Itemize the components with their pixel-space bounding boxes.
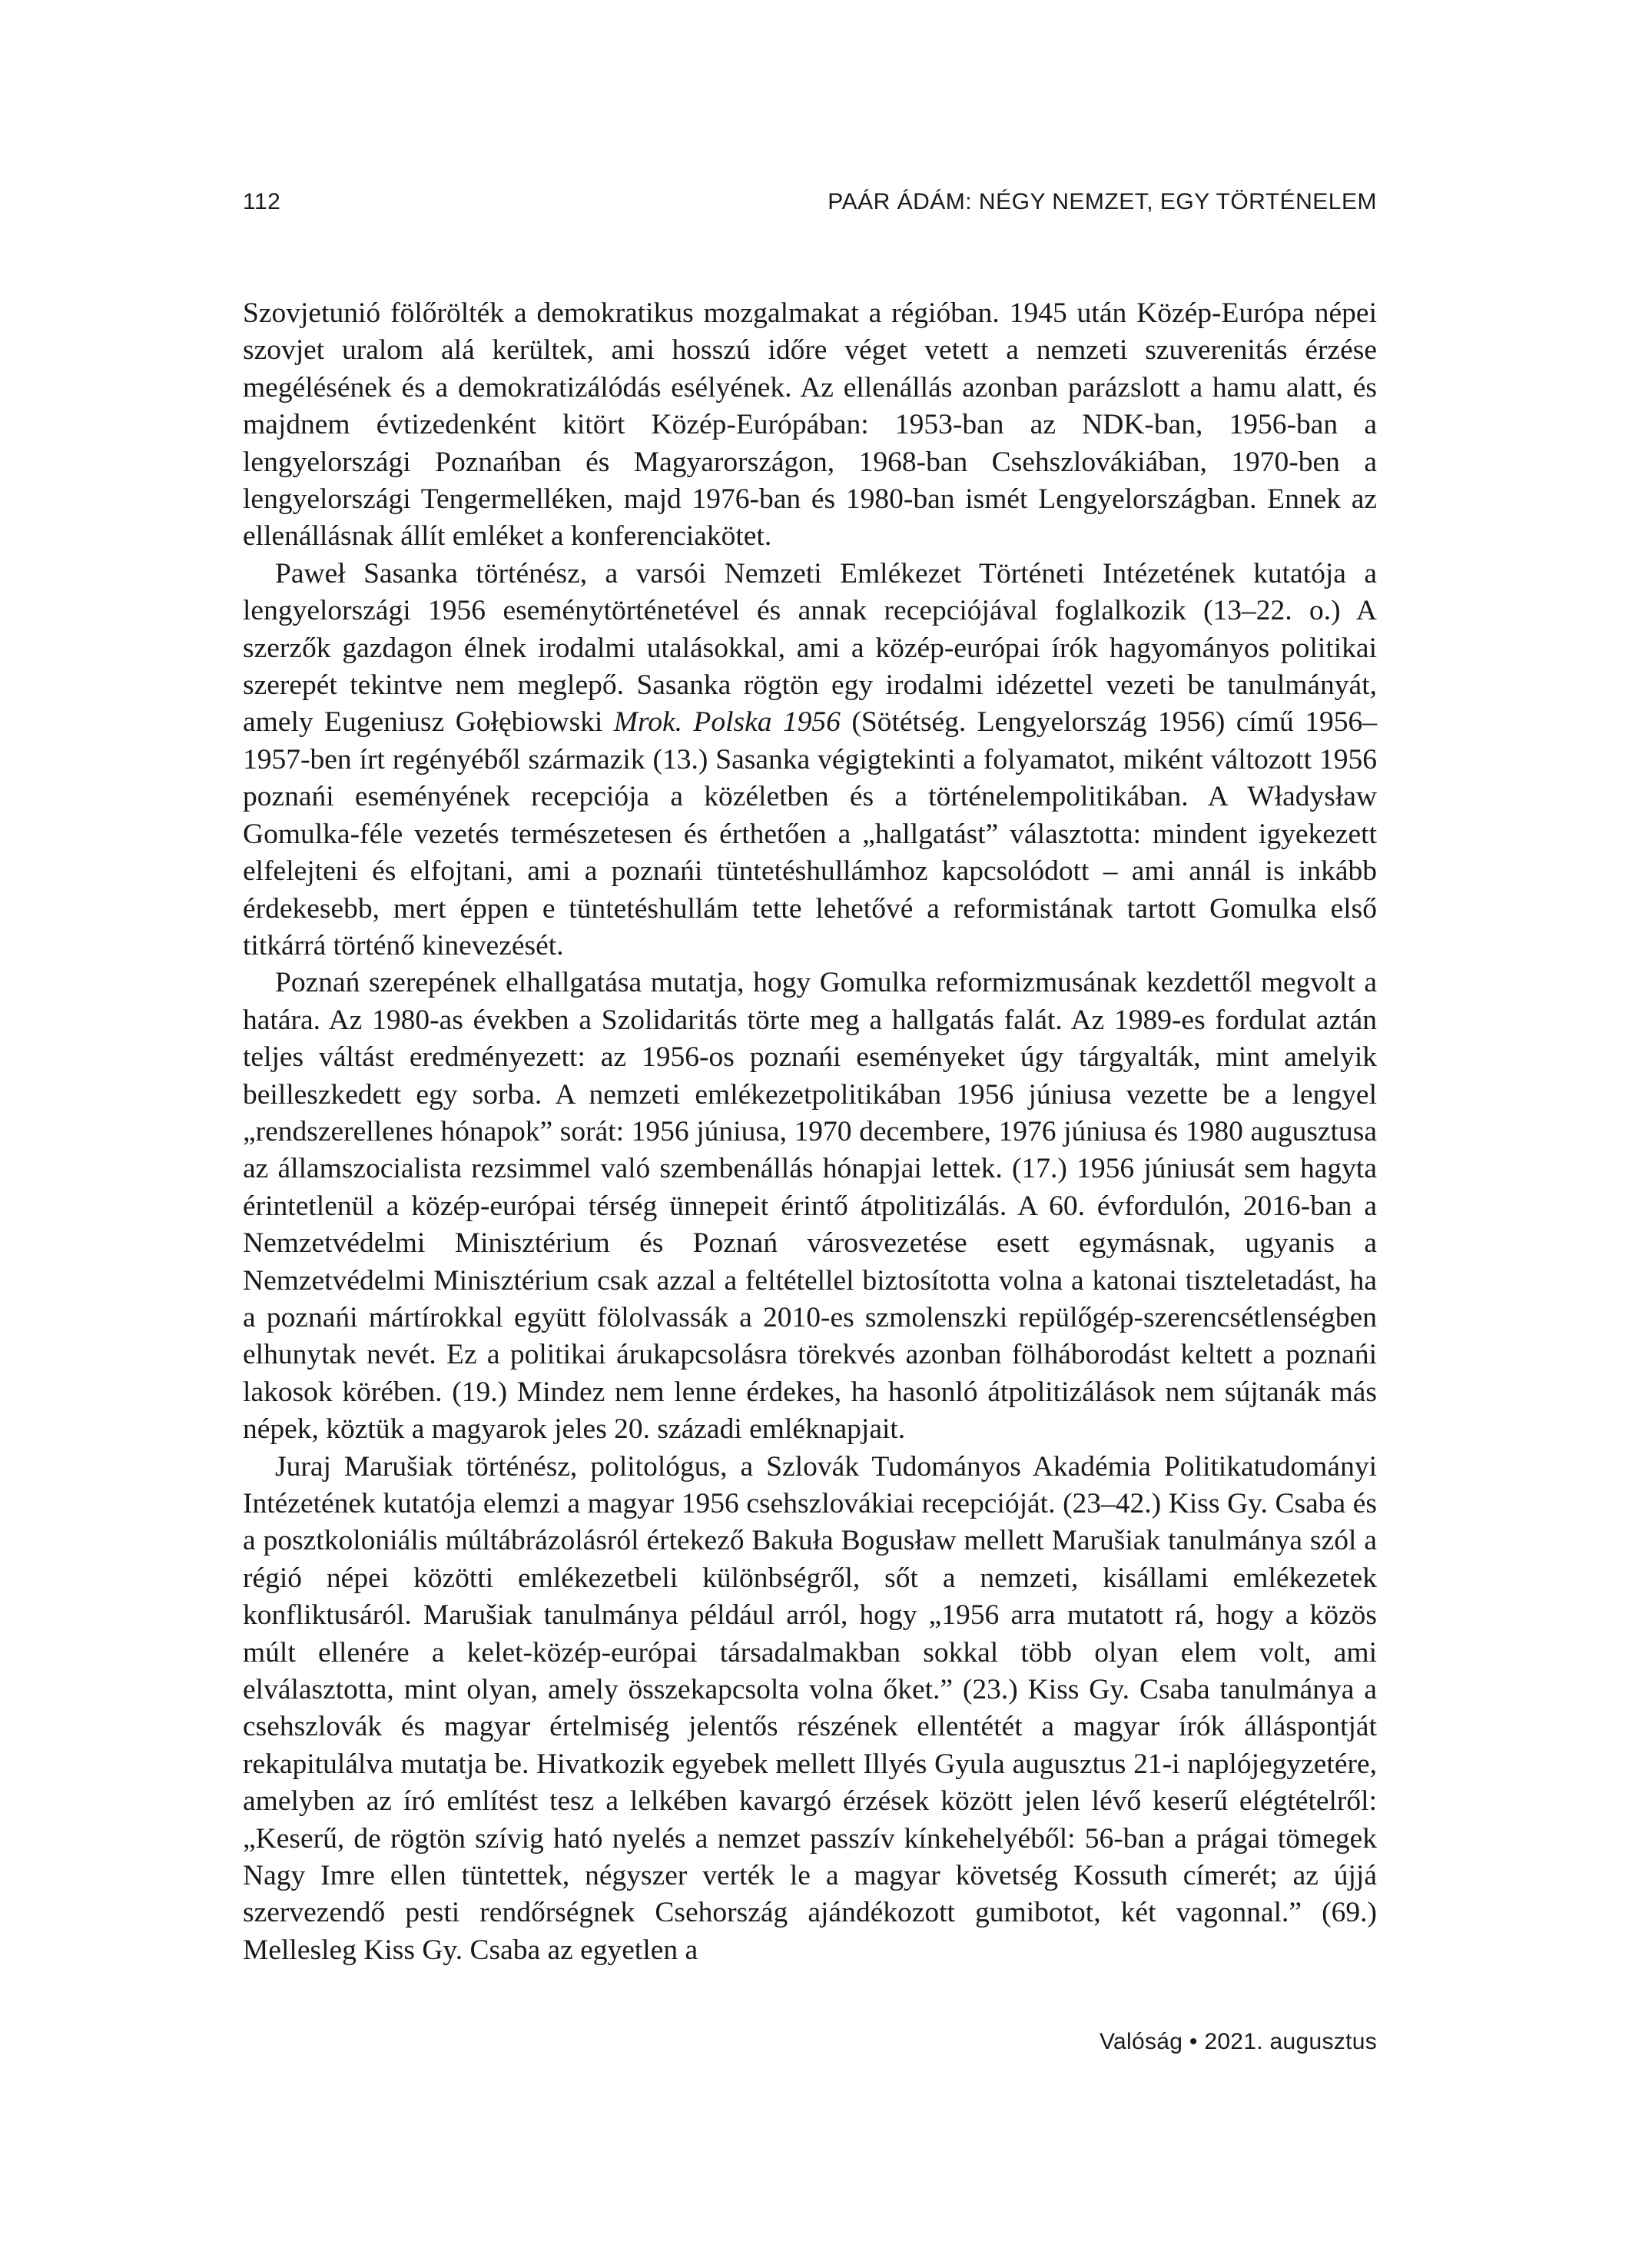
paragraph-text: Szovjetunió fölőrölték a demokratikus mozgalmakat a régióban. 1945 után Közép-Európa népei szovjet uralom alá kerültek, ami hosszú időre véget vetett a nemzeti szuverenitás érzése megélésének és a demokratizálódás esélyének. Az ellenállás azonban parázslott a hamu alatt, és majdnem évtizedenként kitört Közép-Európában: 1953-ban az NDK-ban, 1956-ban a lengyelországi Poznańban és Magyarországon, 1968-ban Csehszlovákiában, 1970-ben a lengyelországi Tengermelléken, majd 1976-ban és 1980-ban ismét Lengyelországban. Ennek az ellenállásnak állít emléket a konferenciakötet.: [243, 297, 1377, 553]
article-body: [243, 295, 1377, 1969]
running-title: PAÁR ÁDÁM: NÉGY NEMZET, EGY TÖRTÉNELEM: [828, 189, 1377, 214]
page-header: [243, 189, 1377, 220]
paragraph-text: Juraj Marušiak történész, politológus, a Szlovák Tudományos Akadémia Politikatudományi Intézetének kutatója elemzi a magyar 1956 csehszlovákiai recepcióját. (23–42.) Kiss Gy. Csaba és a posztkoloniális múltábrázolásról értekező Bakuła Bogusław mellett Marušiak tanulmánya szól a régió népei közötti emlékezetbeli különbségről, sőt a nemzeti, kisállami emlékezetek konfliktusáról. Marušiak tanulmánya például arról, hogy „1956 arra mutatott rá, hogy a közös múlt ellenére a kelet-közép-európai társadalmakban sokkal több olyan elem volt, ami elválasztotta, mint olyan, amely összekapcsolta volna őket.” (23.) Kiss Gy. Csaba tanulmánya a csehszlovák és magyar értelmiség jelentős részének ellentétét a magyar írók álláspontját rekapitulálva mutatja be. Hivatkozik egyebek mellett Illyés Gyula augusztus 21-i naplójegyzetére, amelyben az író említést tesz a lelkében kavargó érzések között jelen lévő keserű elégtételről: „Keserű, de rögtön szívig ható nyelés a nemzet passzív kínkehelyéből: 56-ban a prágai tömegek Nagy Imre ellen tüntettek, négyszer verték le a magyar követség Kossuth címerét; az újjá szervezendő pesti rendőrségnek Csehország ajándékozott gumibotot, két vagonnal.” (69.) Mellesleg Kiss Gy. Csaba az egyetlen a: [243, 1450, 1377, 1966]
paragraph-4: [243, 1449, 1377, 1970]
page-number: 112: [243, 189, 281, 214]
paragraph-text: Paweł Sasanka történész, a varsói Nemzeti Emlékezet Történeti Intézetének kutatója a lengyelországi 1956 eseménytörténetével és annak recepciójával foglalkozik (13–22. o.) A szerzők gazdagon élnek irodalmi utalásokkal, ami a közép-európai írók hagyományos politikai szerepét tekintve nem meglepő. Sasanka rögtön egy irodalmi idézettel vezeti be tanulmányát, amely Eugeniusz Gołębiowski: [243, 557, 1377, 739]
paragraph-2: [243, 556, 1377, 965]
paragraph-1: [243, 295, 1377, 556]
paragraph-text: Poznań szerepének elhallgatása mutatja, hogy Gomulka reformizmusának kezdettől megvolt a határa. Az 1980-as években a Szolidaritás törte meg a hallgatás falát. Az 1989-es fordulat aztán teljes váltást eredményezett: az 1956-os poznańi eseményeket úgy tárgyalták, mint amelyik beilleszkedett egy sorba. A nemzeti emlékezetpolitikában 1956 júniusa vezette be a lengyel „rendszerellenes hónapok” sorát: 1956 júniusa, 1970 decembere, 1976 júniusa és 1980 augusztusa az államszocialista rezsimmel való szembenállás hónapjai lettek. (17.) 1956 júniusát sem hagyta érintetlenül a közép-európai térség ünnepeit érintő átpolitizálás. A 60. évfordulón, 2016-ban a Nemzetvédelmi Minisztérium és Poznań városvezetése esett egymásnak, ugyanis a Nemzetvédelmi Minisztérium csak azzal a feltétellel biztosította volna a katonai tiszteletadást, ha a poznańi mártírokkal együtt fölolvassák a 2010-es szmolenszki repülőgép-szerencsétlenségben elhunytak nevét. Ez a politikai árukapcsolásra törekvés azonban fölháborodást keltett a poznańi lakosok körében. (19.) Mindez nem lenne érdekes, ha hasonló átpolitizálások nem sújtanák más népek, köztük a magyarok jeles 20. századi emléknapjait.: [243, 967, 1377, 1446]
paragraph-text: (Sötétség. Lengyelország 1956) című 1956–1957-ben írt regényéből származik (13.) Sasanka végigtekinti a folyamatot, miként változott 1956 poznańi eseményének recepciója a közéletben és a történelempolitikában. A Władysław Gomulka-féle vezetés természetesen és érthetően a „hallgatást” választotta: mindent igyekezett elfelejteni és elfojtani, ami a poznańi tüntetéshullámhoz kapcsolódott – ami annál is inkább érdekesebb, mert éppen e tüntetéshullám tette lehetővé a reformistának tartott Gomulka első titkárrá történő kinevezését.: [243, 706, 1377, 961]
page-footer: Valóság • 2021. augusztus: [1099, 2029, 1377, 2054]
book-title: Mrok. Polska 1956: [613, 706, 841, 739]
paragraph-3: [243, 965, 1377, 1448]
